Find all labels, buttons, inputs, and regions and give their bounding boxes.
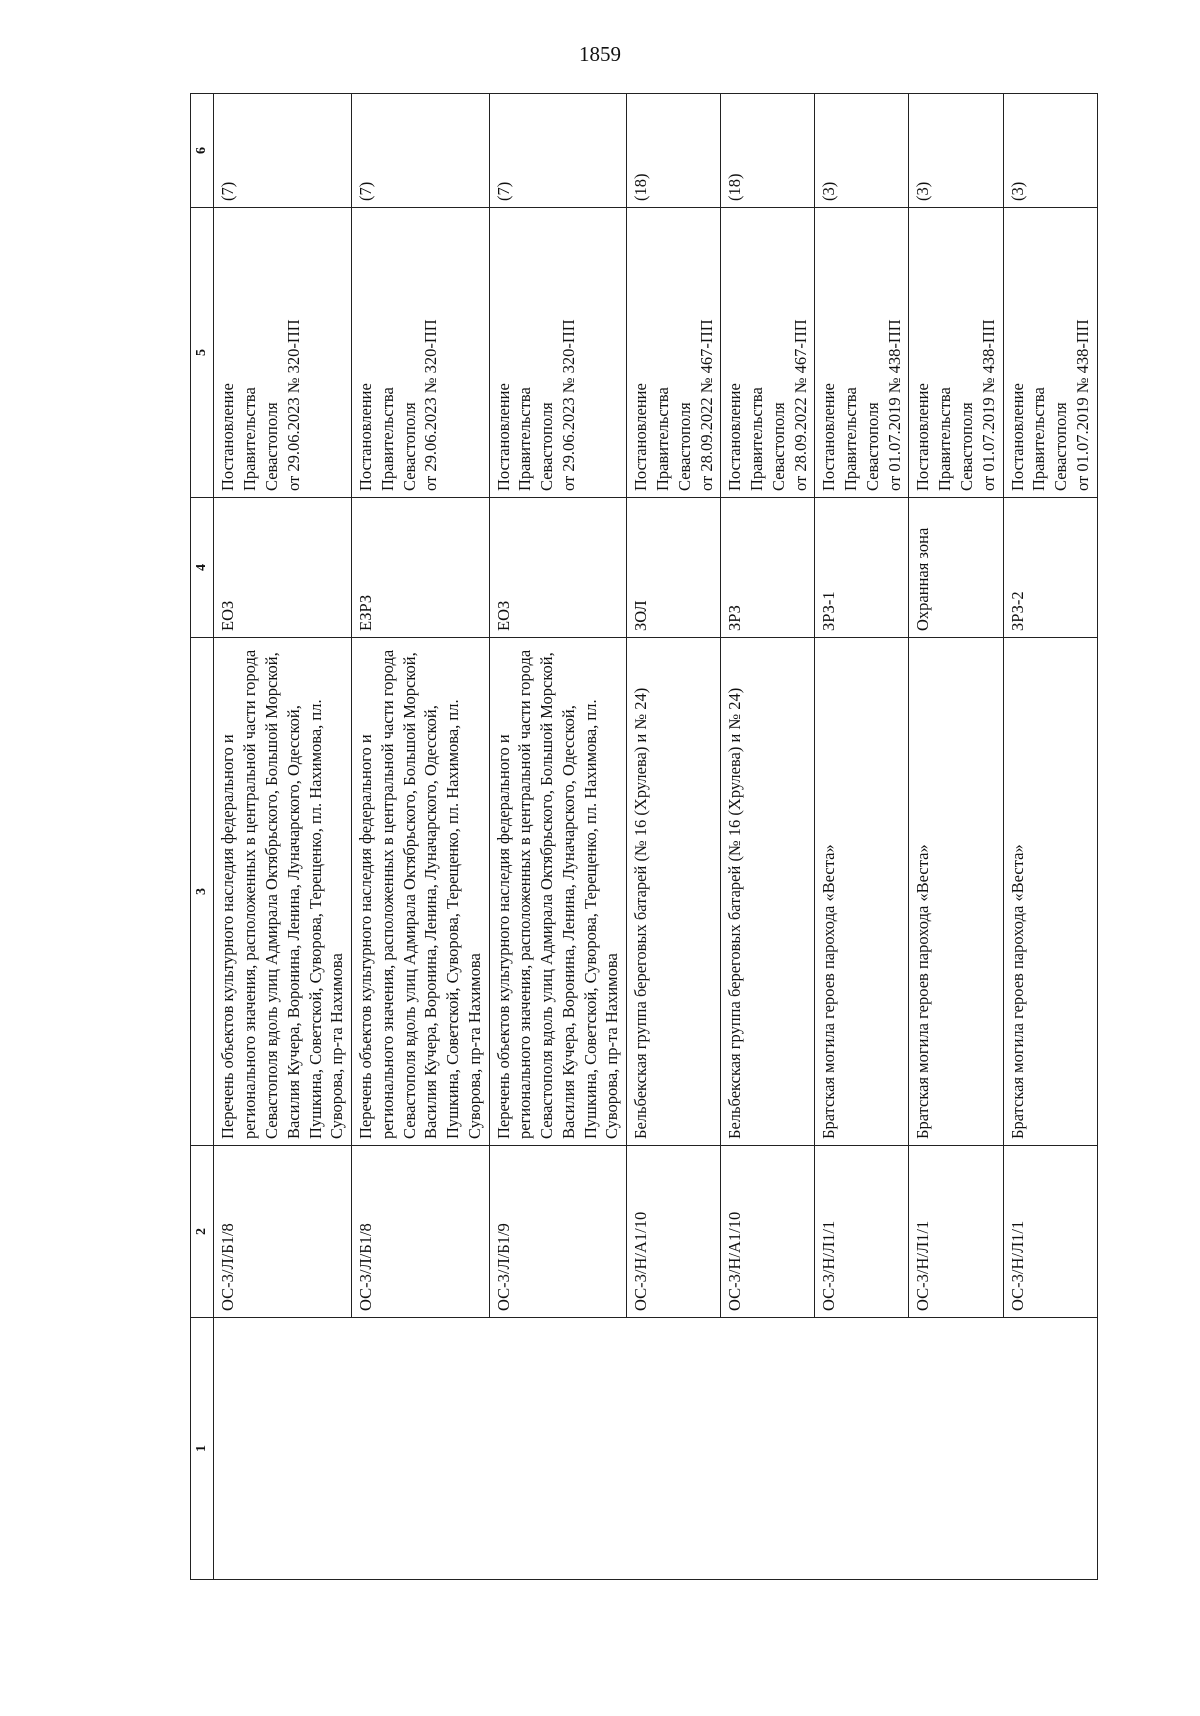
cell-code: ОС-3/Н/Л1/1 (1003, 1146, 1097, 1318)
cell-ref: (3) (815, 94, 909, 208)
cell-doc: Постановление Правительства Севастополя от 01.07.2019 № 438-ПП (1003, 208, 1097, 498)
cell-name: Братская могила героев парохода «Веста» (1003, 638, 1097, 1146)
cell-doc: Постановление Правительства Севастополя от 28.09.2022 № 467-ПП (721, 208, 815, 498)
cell-code: ОС-3/Н/Л1/1 (909, 1146, 1003, 1318)
cell-doc: Постановление Правительства Севастополя от 28.09.2022 № 467-ПП (627, 208, 721, 498)
cell-zone: ЗРЗ (721, 498, 815, 638)
cell-name: Бельбекская группа береговых батарей (№ 16 (Хрулева) и № 24) (627, 638, 721, 1146)
cell-zone: ЗОЛ (627, 498, 721, 638)
cell-name: Перечень объектов культурного наследия федерального и регионального значения, расположенных в центральной части города Севастополя вдоль улиц Адмирала Октябрьского, Большой Морской, Василия Кучера, Воронина, Ленина, Луначарского, Одесской, Пушкина, Советской, Суворова, Терещенко, пл. Нахимова, пл. Суворова, пр-та Нахимова (214, 638, 352, 1146)
cell-doc: Постановление Правительства Севастополя от 29.06.2023 № 320-ПП (489, 208, 627, 498)
cell-zone: ЗРЗ-1 (815, 498, 909, 638)
cell-doc: Постановление Правительства Севастополя от 29.06.2023 № 320-ПП (352, 208, 490, 498)
header-col-2: 2 (191, 1146, 214, 1318)
cell-zone: ЕЗРЗ (352, 498, 490, 638)
cell-doc: Постановление Правительства Севастополя от 01.07.2019 № 438-ПП (815, 208, 909, 498)
cell-code: ОС-3/Л/Б1/8 (352, 1146, 490, 1318)
rotated-table-container (190, 94, 1092, 1580)
cell-name: Перечень объектов культурного наследия федерального и регионального значения, расположенных в центральной части города Севастополя вдоль улиц Адмирала Октябрьского, Большой Морской, Василия Кучера, Воронина, Ленина, Луначарского, Одесской, Пушкина, Советской, Суворова, Терещенко, пл. Нахимова, пл. Суворова, пр-та Нахимова (352, 638, 490, 1146)
cell-zone: Охранная зона (909, 498, 1003, 638)
cell-name: Перечень объектов культурного наследия федерального и регионального значения, расположенных в центральной части города Севастополя вдоль улиц Адмирала Октябрьского, Большой Морской, Василия Кучера, Воронина, Ленина, Луначарского, Одесской, Пушкина, Советской, Суворова, Терещенко, пл. Нахимова, пл. Суворова, пр-та Нахимова (489, 638, 627, 1146)
cell-doc: Постановление Правительства Севастополя от 01.07.2019 № 438-ПП (909, 208, 1003, 498)
header-col-6: 6 (191, 94, 214, 208)
table-body (214, 94, 1097, 1580)
objects-table (190, 93, 1098, 1580)
cell-code: ОС-3/Н/А1/10 (721, 1146, 815, 1318)
cell-ref: (18) (721, 94, 815, 208)
table-header-row (191, 94, 214, 1580)
header-col-5: 5 (191, 208, 214, 498)
cell-zone: ЕОЗ (214, 498, 352, 638)
cell-ref: (7) (214, 94, 352, 208)
page-number: 1859 (579, 42, 621, 66)
cell-col1-merged (214, 1318, 1097, 1580)
cell-code: ОС-3/Н/А1/10 (627, 1146, 721, 1318)
cell-ref: (7) (489, 94, 627, 208)
cell-doc: Постановление Правительства Севастополя от 29.06.2023 № 320-ПП (214, 208, 352, 498)
header-col-1: 1 (191, 1318, 214, 1580)
cell-zone: ЕОЗ (489, 498, 627, 638)
cell-ref: (3) (1003, 94, 1097, 208)
header-col-4: 4 (191, 498, 214, 638)
cell-code: ОС-3/Л/Б1/8 (214, 1146, 352, 1318)
cell-zone: ЗРЗ-2 (1003, 498, 1097, 638)
table-row (214, 94, 352, 1580)
cell-name: Бельбекская группа береговых батарей (№ 16 (Хрулева) и № 24) (721, 638, 815, 1146)
cell-code: ОС-3/Л/Б1/9 (489, 1146, 627, 1318)
cell-name: Братская могила героев парохода «Веста» (909, 638, 1003, 1146)
header-col-3: 3 (191, 638, 214, 1146)
cell-code: ОС-3/Н/Л1/1 (815, 1146, 909, 1318)
cell-ref: (7) (352, 94, 490, 208)
cell-ref: (3) (909, 94, 1003, 208)
cell-ref: (18) (627, 94, 721, 208)
cell-name: Братская могила героев парохода «Веста» (815, 638, 909, 1146)
